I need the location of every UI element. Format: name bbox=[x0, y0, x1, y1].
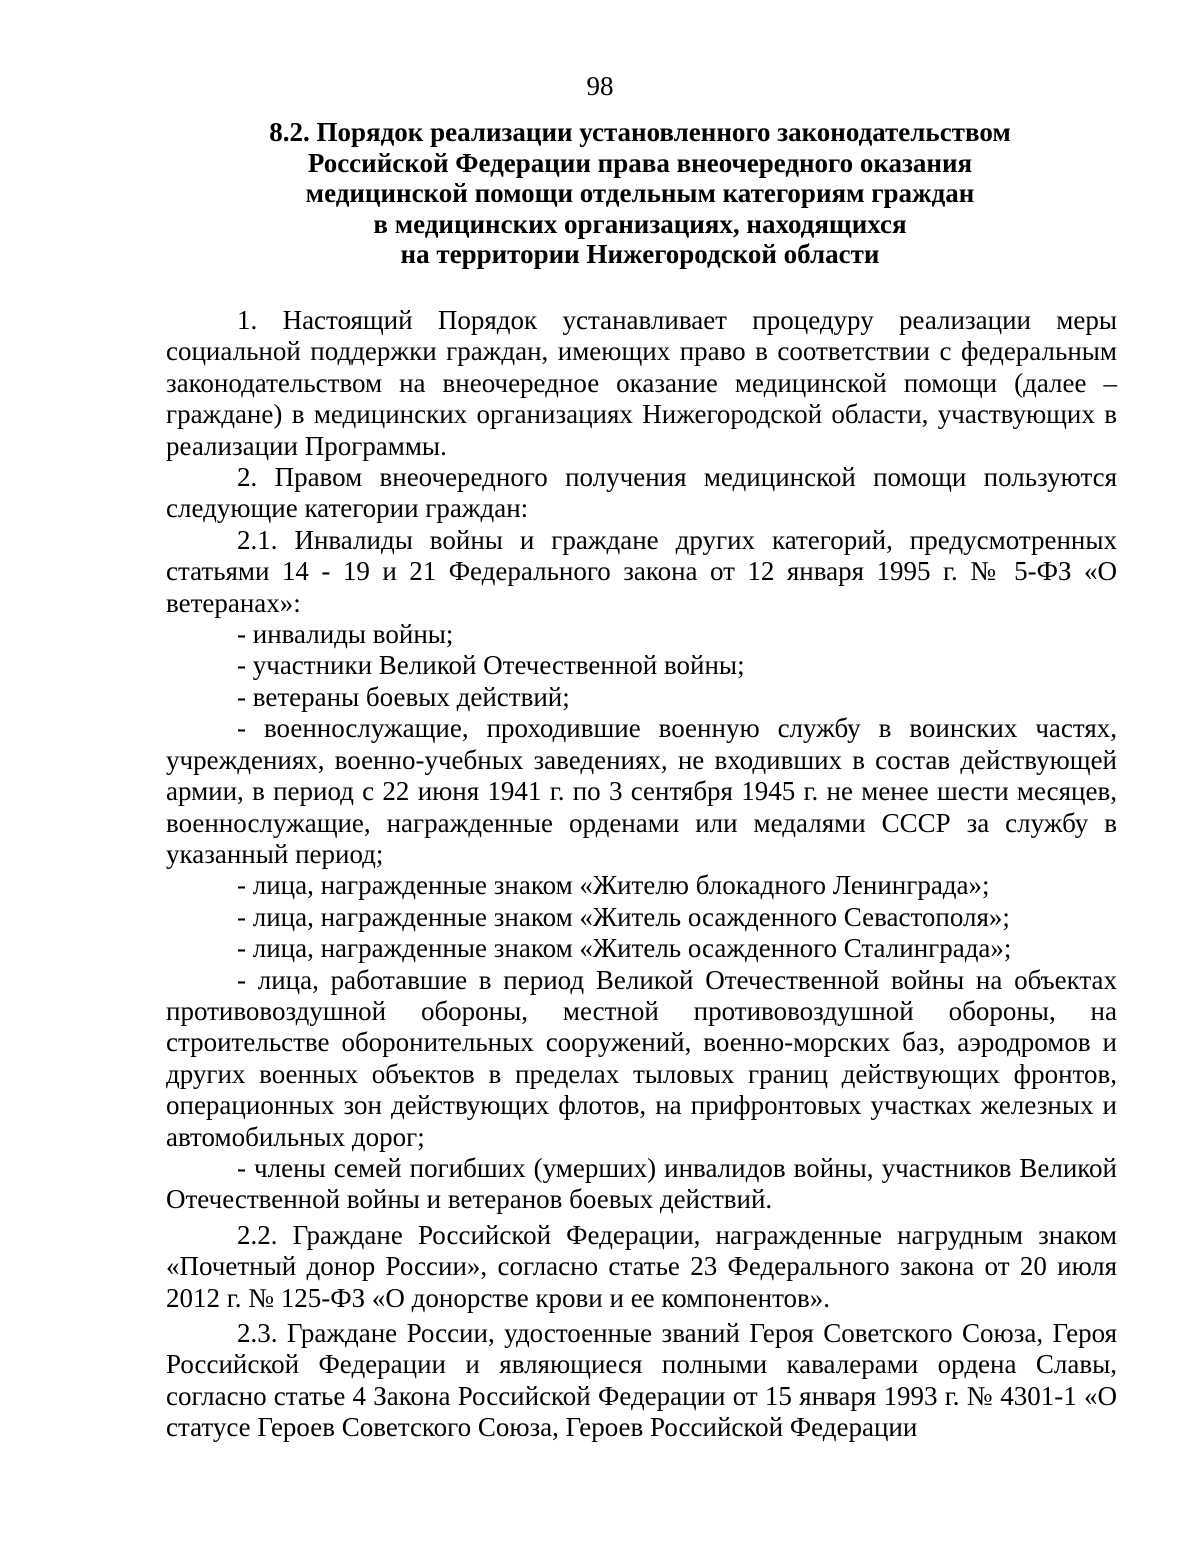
heading-line: Российской Федерации права внеочередного оказания bbox=[307, 147, 973, 178]
heading-line: в медицинских организациях, находящихся bbox=[373, 208, 907, 239]
list-item-war-invalids: - инвалиды войны; bbox=[237, 619, 454, 650]
paragraph-1: 1. Настоящий Порядок устанавливает процедуру реализации меры социальной поддержки граждан, имеющих право в соответствии с федеральным законодательством на внеочередное оказание медицинской помощи (далее – граждане) в медицинских организациях Нижегородской области, участвующих в реализации Программы. bbox=[166, 305, 1117, 461]
paragraph-2-2: 2.2. Граждане Российской Федерации, награжденные нагрудным знаком «Почетный донор России», согласно статье 23 Федерального закона от 20 июля 2012 г. № 125-ФЗ «О донорстве крови и ее компонентов». bbox=[166, 1219, 1117, 1313]
list-item-stalingrad-badge: - лица, награжденные знаком «Житель осажденного Сталинграда»; bbox=[237, 933, 1012, 964]
list-item-combat-veterans: - ветераны боевых действий; bbox=[237, 681, 570, 712]
heading-line: на территории Нижегородской области bbox=[400, 239, 880, 270]
page-number: 98 bbox=[586, 71, 614, 101]
list-item-sevastopol-badge: - лица, награжденные знаком «Житель осажденного Севастополя»; bbox=[237, 901, 1010, 932]
section-heading bbox=[250, 117, 1030, 270]
paragraph-2-1: 2.1. Инвалиды войны и граждане других категорий, предусмотренных статьями 14 - 19 и 21 Федерального закона от 12 января 1995 г. № 5-ФЗ «О ветеранах»: bbox=[166, 524, 1117, 618]
paragraph-2: 2. Правом внеочередного получения медицинской помощи пользуются следующие категории граждан: bbox=[166, 462, 1117, 524]
heading-line: 8.2. Порядок реализации установленного законодательством bbox=[269, 117, 1011, 147]
list-item-defense-workers: - лица, работавшие в период Великой Отечественной войны на объектах противовоздушной обороны, местной противовоздушной обороны, на строительстве оборонительных сооружений, военно-морских баз, аэродромов и других военных объектов в пределах тыловых границ действующих фронтов, операционных зон действующих флотов, на прифронтовых участках железных и автомобильных дорог; bbox=[166, 964, 1117, 1152]
heading-line: медицинской помощи отдельным категориям граждан bbox=[305, 178, 975, 209]
list-item-family-members: - члены семей погибших (умерших) инвалидов войны, участников Великой Отечественной войны и ветеранов боевых действий. bbox=[166, 1152, 1117, 1215]
document-body bbox=[166, 305, 1117, 1444]
list-item-leningrad-badge: - лица, награжденные знаком «Жителю блокадного Ленинграда»; bbox=[237, 870, 990, 901]
list-item-servicemen: - военнослужащие, проходившие военную службу в воинских частях, учреждениях, военно-учебных заведениях, не входивших в состав действующей армии, в период с 22 июня 1941 г. по 3 сентября 1945 г. не менее шести месяцев, военнослужащие, награжденные орденами или медалями СССР за службу в указанный период; bbox=[166, 713, 1117, 869]
list-item-war-participants: - участники Великой Отечественной войны; bbox=[237, 650, 745, 681]
paragraph-2-3: 2.3. Граждане России, удостоенные званий Героя Советского Союза, Героя Российской Федерации и являющиеся полными кавалерами ордена Славы, согласно статье 4 Закона Российской Федерации от 15 января 1993 г. № 4301-1 «О статусе Героев Советского Союза, Героев Российской Федерации bbox=[166, 1318, 1117, 1443]
